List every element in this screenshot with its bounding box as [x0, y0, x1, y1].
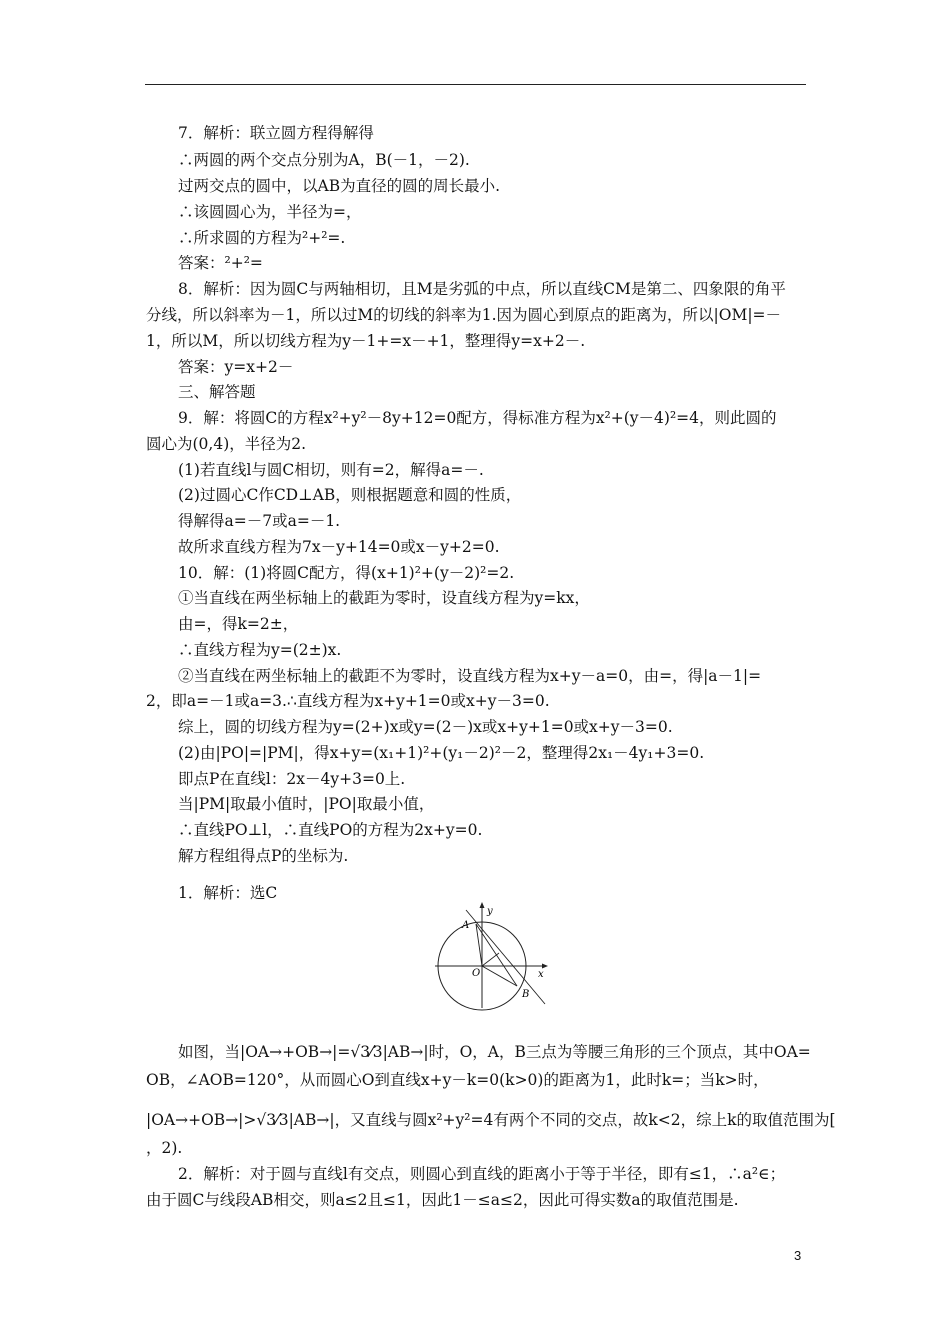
text-line: 8．解析：因为圆C与两轴相切，且M是劣弧的中点，所以直线CM是第二、四象限的角平: [178, 280, 786, 298]
text-line: 解方程组得点P的坐标为.: [178, 847, 349, 865]
y-axis-arrow-icon: [480, 902, 485, 908]
text-line: ①当直线在两坐标轴上的截距为零时，设直线方程为y=kx，: [178, 589, 590, 607]
text-line: 分线，所以斜率为－1，所以过M的切线的斜率为1.因为圆心到原点的距离为，所以|OM|=－: [146, 306, 782, 324]
text-line: 综上，圆的切线方程为y=(2+)x或y=(2－)x或x+y+1=0或x+y－3=0.: [178, 718, 673, 736]
label-y: y: [487, 906, 493, 917]
line-ab: [466, 910, 545, 1004]
text-line: ∴两圆的两个交点分别为A，B(－1，－2).: [178, 151, 470, 169]
label-a: A: [462, 920, 470, 931]
text-line: 答案：y=x+2－: [178, 358, 294, 376]
text-line: 故所求直线方程为7x－y+14=0或x－y+2=0.: [178, 538, 500, 556]
text-line: (2)由|PO|=|PM|，得x+y=(x₁+1)²+(y₁－2)²－2，整理得2x₁－4y₁+3=0.: [178, 744, 705, 762]
text-line: OB，∠AOB=120°，从而圆心O到直线x+y－k=0(k>0)的距离为1，此时k=；当k>时，: [146, 1071, 769, 1089]
x-axis-arrow-icon: [542, 964, 548, 969]
text-line: ∴直线方程为y=(2±)x.: [178, 641, 342, 659]
text-line: 2，即a=－1或a=3.∴直线方程为x+y+1=0或x+y－3=0.: [146, 692, 550, 710]
circle-figure: [430, 900, 555, 1015]
text-line: 9．解：将圆C的方程x²+y²－8y+12=0配方，得标准方程为x²+(y－4)²=4，则此圆的: [178, 409, 777, 427]
perpendicular-od: [482, 953, 499, 966]
text-line: 由于圆C与线段AB相交，则a≤2且≤1，因此1－≤a≤2，因此可得实数a的取值范围是.: [146, 1191, 739, 1209]
text-line: 如图，当|OA→+OB→|=√3⁄3|AB→|时，O，A，B三点为等腰三角形的三个顶点，其中OA=: [178, 1043, 811, 1061]
text-line: |OA→+OB→|>√3⁄3|AB→|，又直线与圆x²+y²=4有两个不同的交点，故k<2，综上k的取值范围为[: [146, 1111, 836, 1129]
label-x: x: [538, 969, 544, 980]
text-line: ∴该圆圆心为，半径为=，: [178, 203, 362, 221]
text-line: 得解得a=－7或a=－1.: [178, 512, 341, 530]
text-line: 即点P在直线l：2x－4y+3=0上.: [178, 770, 406, 788]
text-line: 圆心为(0,4)，半径为2.: [146, 435, 307, 453]
text-line: 当|PM|取最小值时，|PO|取最小值，: [178, 795, 435, 813]
text-line: 答案：²+²=: [178, 254, 263, 272]
text-line: 1，所以M，所以切线方程为y－1+=x－+1，整理得y=x+2－.: [146, 332, 586, 350]
text-line: 2．解析：对于圆与直线l有交点，则圆心到直线的距离小于等于半径，即有≤1，∴a²∈；: [178, 1165, 786, 1183]
text-line: 7．解析：联立圆方程得解得: [178, 124, 374, 142]
text-line: 三、解答题: [178, 383, 256, 401]
text-line: 由=，得k=2±，: [178, 615, 299, 633]
text-line: 1．解析：选C: [178, 884, 278, 902]
text-line: 过两交点的圆中，以AB为直径的圆的周长最小.: [178, 177, 501, 195]
text-line: (1)若直线l与圆C相切，则有=2，解得a=－.: [178, 461, 484, 479]
segment-oa: [476, 924, 482, 966]
text-line: ，2).: [146, 1139, 183, 1157]
header-rule: [145, 84, 806, 85]
label-b: B: [522, 989, 530, 1000]
text-line: 10．解：(1)将圆C配方，得(x+1)²+(y－2)²=2.: [178, 564, 515, 582]
text-line: ∴所求圆的方程为²+²=.: [178, 229, 346, 247]
text-line: ∴直线PO⊥l，∴直线PO的方程为2x+y=0.: [178, 821, 483, 839]
segment-ob: [482, 966, 517, 986]
text-line: ②当直线在两坐标轴上的截距不为零时，设直线方程为x+y－a=0，由=，得|a－1|=: [178, 667, 762, 685]
page-number: 3: [794, 1248, 802, 1263]
label-o: O: [472, 968, 481, 979]
text-line: (2)过圆心C作CD⊥AB，则根据题意和圆的性质，: [178, 486, 522, 504]
